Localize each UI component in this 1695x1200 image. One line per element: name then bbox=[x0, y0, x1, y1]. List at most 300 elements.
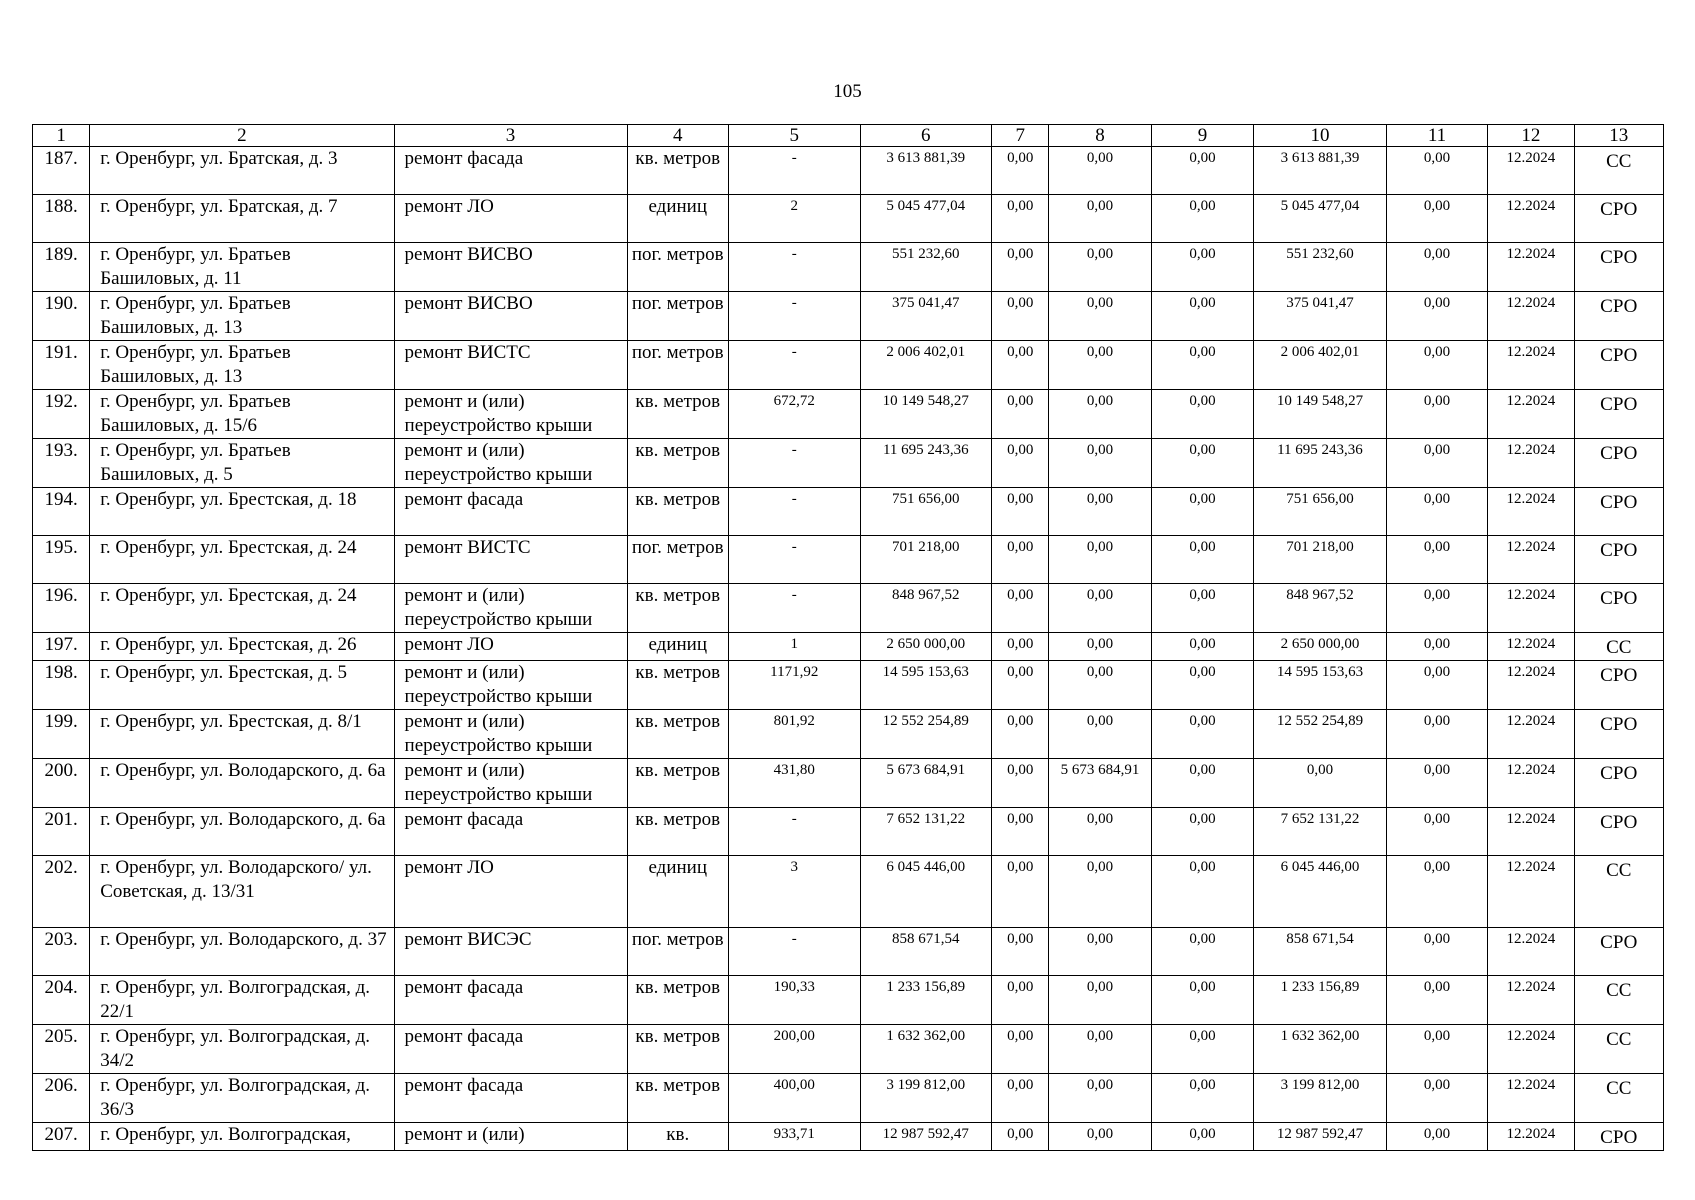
funding-source-cell: СС bbox=[1574, 976, 1663, 1025]
unit-cell: кв. метров bbox=[627, 147, 728, 195]
quantity-cell: 2 bbox=[728, 195, 860, 243]
column-11-cell: 0,00 bbox=[1386, 584, 1487, 633]
column-10-cell: 551 232,60 bbox=[1254, 243, 1387, 292]
column-number: 11 bbox=[1386, 125, 1487, 147]
column-11-cell: 0,00 bbox=[1386, 661, 1487, 710]
funding-source-cell: СРО bbox=[1574, 710, 1663, 759]
quantity-cell: - bbox=[728, 439, 860, 488]
total-cost-cell: 701 218,00 bbox=[860, 536, 992, 584]
column-7-cell: 0,00 bbox=[992, 710, 1049, 759]
column-10-cell: 10 149 548,27 bbox=[1254, 390, 1387, 439]
table-row bbox=[33, 710, 1664, 759]
funding-source-cell: СРО bbox=[1574, 759, 1663, 808]
address-cell: г. Оренбург, ул. Волгоградская, bbox=[90, 1123, 394, 1151]
date-cell: 12.2024 bbox=[1488, 710, 1574, 759]
column-11-cell: 0,00 bbox=[1386, 759, 1487, 808]
column-11-cell: 0,00 bbox=[1386, 488, 1487, 536]
funding-source-cell: СРО bbox=[1574, 928, 1663, 976]
column-10-cell: 12 552 254,89 bbox=[1254, 710, 1387, 759]
column-number: 4 bbox=[627, 125, 728, 147]
row-number-cell: 202. bbox=[33, 856, 90, 928]
total-cost-cell: 10 149 548,27 bbox=[860, 390, 992, 439]
column-9-cell: 0,00 bbox=[1151, 390, 1253, 439]
column-10-cell: 3 613 881,39 bbox=[1254, 147, 1387, 195]
address-cell: г. Оренбург, ул. Братьев Башиловых, д. 11 bbox=[90, 243, 394, 292]
row-number-cell: 200. bbox=[33, 759, 90, 808]
unit-cell: кв. метров bbox=[627, 1025, 728, 1074]
column-7-cell: 0,00 bbox=[992, 661, 1049, 710]
column-8-cell: 0,00 bbox=[1049, 976, 1151, 1025]
column-7-cell: 0,00 bbox=[992, 1123, 1049, 1151]
address-cell: г. Оренбург, ул. Братская, д. 3 bbox=[90, 147, 394, 195]
address-cell: г. Оренбург, ул. Володарского, д. 6а bbox=[90, 808, 394, 856]
column-11-cell: 0,00 bbox=[1386, 976, 1487, 1025]
column-9-cell: 0,00 bbox=[1151, 488, 1253, 536]
address-cell: г. Оренбург, ул. Братьев Башиловых, д. 13 bbox=[90, 292, 394, 341]
column-9-cell: 0,00 bbox=[1151, 808, 1253, 856]
page-number: 105 bbox=[833, 81, 862, 102]
funding-source-cell: СРО bbox=[1574, 584, 1663, 633]
date-cell: 12.2024 bbox=[1488, 976, 1574, 1025]
address-cell: г. Оренбург, ул. Володарского/ ул. Советская, д. 13/31 bbox=[90, 856, 394, 928]
column-7-cell: 0,00 bbox=[992, 341, 1049, 390]
column-10-cell: 858 671,54 bbox=[1254, 928, 1387, 976]
column-9-cell: 0,00 bbox=[1151, 292, 1253, 341]
unit-cell: кв. метров bbox=[627, 710, 728, 759]
column-9-cell: 0,00 bbox=[1151, 1123, 1253, 1151]
total-cost-cell: 5 045 477,04 bbox=[860, 195, 992, 243]
date-cell: 12.2024 bbox=[1488, 488, 1574, 536]
table-row bbox=[33, 195, 1664, 243]
row-number-cell: 201. bbox=[33, 808, 90, 856]
funding-source-cell: СС bbox=[1574, 1074, 1663, 1123]
column-10-cell: 751 656,00 bbox=[1254, 488, 1387, 536]
column-11-cell: 0,00 bbox=[1386, 195, 1487, 243]
total-cost-cell: 3 613 881,39 bbox=[860, 147, 992, 195]
column-8-cell: 0,00 bbox=[1049, 243, 1151, 292]
table-row bbox=[33, 292, 1664, 341]
column-8-cell: 0,00 bbox=[1049, 856, 1151, 928]
row-number-cell: 195. bbox=[33, 536, 90, 584]
column-10-cell: 2 650 000,00 bbox=[1254, 633, 1387, 661]
column-7-cell: 0,00 bbox=[992, 928, 1049, 976]
column-9-cell: 0,00 bbox=[1151, 243, 1253, 292]
unit-cell: кв. метров bbox=[627, 439, 728, 488]
work-type-cell: ремонт фасада bbox=[394, 1074, 627, 1123]
row-number-cell: 206. bbox=[33, 1074, 90, 1123]
date-cell: 12.2024 bbox=[1488, 584, 1574, 633]
address-cell: г. Оренбург, ул. Володарского, д. 6а bbox=[90, 759, 394, 808]
address-cell: г. Оренбург, ул. Брестская, д. 26 bbox=[90, 633, 394, 661]
table-row bbox=[33, 633, 1664, 661]
quantity-cell: 1 bbox=[728, 633, 860, 661]
date-cell: 12.2024 bbox=[1488, 341, 1574, 390]
address-cell: г. Оренбург, ул. Братская, д. 7 bbox=[90, 195, 394, 243]
quantity-cell: 431,80 bbox=[728, 759, 860, 808]
work-type-cell: ремонт и (или) переустройство крыши bbox=[394, 390, 627, 439]
row-number-cell: 203. bbox=[33, 928, 90, 976]
column-7-cell: 0,00 bbox=[992, 147, 1049, 195]
table-row bbox=[33, 390, 1664, 439]
column-8-cell: 0,00 bbox=[1049, 928, 1151, 976]
row-number-cell: 197. bbox=[33, 633, 90, 661]
date-cell: 12.2024 bbox=[1488, 292, 1574, 341]
column-number: 10 bbox=[1254, 125, 1387, 147]
funding-source-cell: СРО bbox=[1574, 195, 1663, 243]
quantity-cell: - bbox=[728, 928, 860, 976]
column-8-cell: 0,00 bbox=[1049, 390, 1151, 439]
address-cell: г. Оренбург, ул. Брестская, д. 24 bbox=[90, 536, 394, 584]
column-10-cell: 6 045 446,00 bbox=[1254, 856, 1387, 928]
unit-cell: единиц bbox=[627, 856, 728, 928]
column-number: 12 bbox=[1488, 125, 1574, 147]
column-10-cell: 11 695 243,36 bbox=[1254, 439, 1387, 488]
address-cell: г. Оренбург, ул. Брестская, д. 5 bbox=[90, 661, 394, 710]
column-9-cell: 0,00 bbox=[1151, 928, 1253, 976]
column-7-cell: 0,00 bbox=[992, 584, 1049, 633]
total-cost-cell: 2 006 402,01 bbox=[860, 341, 992, 390]
quantity-cell: - bbox=[728, 488, 860, 536]
total-cost-cell: 2 650 000,00 bbox=[860, 633, 992, 661]
date-cell: 12.2024 bbox=[1488, 808, 1574, 856]
funding-source-cell: СРО bbox=[1574, 439, 1663, 488]
column-10-cell: 848 967,52 bbox=[1254, 584, 1387, 633]
table-row bbox=[33, 536, 1664, 584]
quantity-cell: - bbox=[728, 584, 860, 633]
row-number-cell: 187. bbox=[33, 147, 90, 195]
unit-cell: пог. метров bbox=[627, 341, 728, 390]
column-10-cell: 5 045 477,04 bbox=[1254, 195, 1387, 243]
row-number-cell: 204. bbox=[33, 976, 90, 1025]
work-type-cell: ремонт фасада bbox=[394, 488, 627, 536]
column-8-cell: 0,00 bbox=[1049, 661, 1151, 710]
column-8-cell: 0,00 bbox=[1049, 341, 1151, 390]
total-cost-cell: 375 041,47 bbox=[860, 292, 992, 341]
column-10-cell: 0,00 bbox=[1254, 759, 1387, 808]
column-11-cell: 0,00 bbox=[1386, 1074, 1487, 1123]
total-cost-cell: 848 967,52 bbox=[860, 584, 992, 633]
funding-source-cell: СРО bbox=[1574, 292, 1663, 341]
quantity-cell: 3 bbox=[728, 856, 860, 928]
column-8-cell: 0,00 bbox=[1049, 584, 1151, 633]
total-cost-cell: 6 045 446,00 bbox=[860, 856, 992, 928]
column-10-cell: 12 987 592,47 bbox=[1254, 1123, 1387, 1151]
table-row bbox=[33, 1123, 1664, 1151]
column-number: 6 bbox=[860, 125, 992, 147]
funding-source-cell: СРО bbox=[1574, 243, 1663, 292]
work-type-cell: ремонт фасада bbox=[394, 1025, 627, 1074]
table-row bbox=[33, 808, 1664, 856]
quantity-cell: - bbox=[728, 808, 860, 856]
column-8-cell: 0,00 bbox=[1049, 1074, 1151, 1123]
address-cell: г. Оренбург, ул. Володарского, д. 37 bbox=[90, 928, 394, 976]
column-number: 9 bbox=[1151, 125, 1253, 147]
address-cell: г. Оренбург, ул. Волгоградская, д. 36/3 bbox=[90, 1074, 394, 1123]
work-type-cell: ремонт ЛО bbox=[394, 195, 627, 243]
column-8-cell: 0,00 bbox=[1049, 1123, 1151, 1151]
work-type-cell: ремонт ЛО bbox=[394, 856, 627, 928]
total-cost-cell: 11 695 243,36 bbox=[860, 439, 992, 488]
unit-cell: пог. метров bbox=[627, 536, 728, 584]
column-7-cell: 0,00 bbox=[992, 1025, 1049, 1074]
column-9-cell: 0,00 bbox=[1151, 661, 1253, 710]
column-7-cell: 0,00 bbox=[992, 808, 1049, 856]
quantity-cell: 672,72 bbox=[728, 390, 860, 439]
date-cell: 12.2024 bbox=[1488, 759, 1574, 808]
address-cell: г. Оренбург, ул. Волгоградская, д. 22/1 bbox=[90, 976, 394, 1025]
total-cost-cell: 1 632 362,00 bbox=[860, 1025, 992, 1074]
column-11-cell: 0,00 bbox=[1386, 928, 1487, 976]
column-8-cell: 0,00 bbox=[1049, 808, 1151, 856]
total-cost-cell: 1 233 156,89 bbox=[860, 976, 992, 1025]
table-row bbox=[33, 1025, 1664, 1074]
quantity-cell: - bbox=[728, 147, 860, 195]
unit-cell: кв. метров bbox=[627, 488, 728, 536]
column-10-cell: 14 595 153,63 bbox=[1254, 661, 1387, 710]
work-type-cell: ремонт и (или) переустройство крыши bbox=[394, 439, 627, 488]
work-type-cell: ремонт фасада bbox=[394, 976, 627, 1025]
funding-source-cell: СС bbox=[1574, 633, 1663, 661]
column-8-cell: 0,00 bbox=[1049, 147, 1151, 195]
funding-source-cell: СРО bbox=[1574, 1123, 1663, 1151]
address-cell: г. Оренбург, ул. Брестская, д. 8/1 bbox=[90, 710, 394, 759]
work-type-cell: ремонт ВИСТС bbox=[394, 341, 627, 390]
address-cell: г. Оренбург, ул. Братьев Башиловых, д. 13 bbox=[90, 341, 394, 390]
row-number-cell: 196. bbox=[33, 584, 90, 633]
total-cost-cell: 12 987 592,47 bbox=[860, 1123, 992, 1151]
row-number-cell: 191. bbox=[33, 341, 90, 390]
table-row bbox=[33, 584, 1664, 633]
column-8-cell: 0,00 bbox=[1049, 439, 1151, 488]
column-7-cell: 0,00 bbox=[992, 976, 1049, 1025]
column-9-cell: 0,00 bbox=[1151, 710, 1253, 759]
column-7-cell: 0,00 bbox=[992, 195, 1049, 243]
column-number: 5 bbox=[728, 125, 860, 147]
unit-cell: пог. метров bbox=[627, 292, 728, 341]
column-9-cell: 0,00 bbox=[1151, 759, 1253, 808]
column-11-cell: 0,00 bbox=[1386, 808, 1487, 856]
table-row bbox=[33, 856, 1664, 928]
column-7-cell: 0,00 bbox=[992, 536, 1049, 584]
date-cell: 12.2024 bbox=[1488, 536, 1574, 584]
row-number-cell: 205. bbox=[33, 1025, 90, 1074]
unit-cell: кв. метров bbox=[627, 1074, 728, 1123]
total-cost-cell: 12 552 254,89 bbox=[860, 710, 992, 759]
address-cell: г. Оренбург, ул. Братьев Башиловых, д. 5 bbox=[90, 439, 394, 488]
column-7-cell: 0,00 bbox=[992, 243, 1049, 292]
funding-source-cell: СС bbox=[1574, 147, 1663, 195]
table-row bbox=[33, 976, 1664, 1025]
quantity-cell: 1171,92 bbox=[728, 661, 860, 710]
quantity-cell: 190,33 bbox=[728, 976, 860, 1025]
row-number-cell: 193. bbox=[33, 439, 90, 488]
unit-cell: кв. метров bbox=[627, 808, 728, 856]
quantity-cell: - bbox=[728, 292, 860, 341]
column-7-cell: 0,00 bbox=[992, 292, 1049, 341]
column-11-cell: 0,00 bbox=[1386, 439, 1487, 488]
row-number-cell: 194. bbox=[33, 488, 90, 536]
work-type-cell: ремонт и (или) переустройство крыши bbox=[394, 584, 627, 633]
address-cell: г. Оренбург, ул. Волгоградская, д. 34/2 bbox=[90, 1025, 394, 1074]
column-8-cell: 0,00 bbox=[1049, 1025, 1151, 1074]
funding-source-cell: СС bbox=[1574, 856, 1663, 928]
column-number: 13 bbox=[1574, 125, 1663, 147]
row-number-cell: 188. bbox=[33, 195, 90, 243]
column-9-cell: 0,00 bbox=[1151, 195, 1253, 243]
work-type-cell: ремонт и (или) bbox=[394, 1123, 627, 1151]
funding-source-cell: СРО bbox=[1574, 661, 1663, 710]
table-row bbox=[33, 1074, 1664, 1123]
work-type-cell: ремонт фасада bbox=[394, 147, 627, 195]
column-7-cell: 0,00 bbox=[992, 488, 1049, 536]
work-type-cell: ремонт ВИСВО bbox=[394, 243, 627, 292]
funding-source-cell: СРО bbox=[1574, 808, 1663, 856]
column-11-cell: 0,00 bbox=[1386, 147, 1487, 195]
column-9-cell: 0,00 bbox=[1151, 1074, 1253, 1123]
unit-cell: единиц bbox=[627, 195, 728, 243]
table-row bbox=[33, 928, 1664, 976]
column-11-cell: 0,00 bbox=[1386, 710, 1487, 759]
column-8-cell: 0,00 bbox=[1049, 292, 1151, 341]
date-cell: 12.2024 bbox=[1488, 1025, 1574, 1074]
column-9-cell: 0,00 bbox=[1151, 856, 1253, 928]
column-10-cell: 375 041,47 bbox=[1254, 292, 1387, 341]
row-number-cell: 190. bbox=[33, 292, 90, 341]
column-9-cell: 0,00 bbox=[1151, 1025, 1253, 1074]
column-number: 3 bbox=[394, 125, 627, 147]
quantity-cell: 933,71 bbox=[728, 1123, 860, 1151]
quantity-cell: 801,92 bbox=[728, 710, 860, 759]
unit-cell: кв. метров bbox=[627, 661, 728, 710]
address-cell: г. Оренбург, ул. Брестская, д. 18 bbox=[90, 488, 394, 536]
row-number-cell: 199. bbox=[33, 710, 90, 759]
column-8-cell: 0,00 bbox=[1049, 195, 1151, 243]
column-10-cell: 2 006 402,01 bbox=[1254, 341, 1387, 390]
column-10-cell: 1 632 362,00 bbox=[1254, 1025, 1387, 1074]
row-number-cell: 189. bbox=[33, 243, 90, 292]
column-7-cell: 0,00 bbox=[992, 633, 1049, 661]
work-type-cell: ремонт и (или) переустройство крыши bbox=[394, 710, 627, 759]
table-row bbox=[33, 661, 1664, 710]
column-7-cell: 0,00 bbox=[992, 759, 1049, 808]
table-row bbox=[33, 759, 1664, 808]
column-number: 2 bbox=[90, 125, 394, 147]
work-type-cell: ремонт ВИСЭС bbox=[394, 928, 627, 976]
column-8-cell: 0,00 bbox=[1049, 633, 1151, 661]
total-cost-cell: 751 656,00 bbox=[860, 488, 992, 536]
funding-source-cell: СРО bbox=[1574, 341, 1663, 390]
column-10-cell: 1 233 156,89 bbox=[1254, 976, 1387, 1025]
unit-cell: единиц bbox=[627, 633, 728, 661]
work-type-cell: ремонт и (или) переустройство крыши bbox=[394, 661, 627, 710]
column-10-cell: 3 199 812,00 bbox=[1254, 1074, 1387, 1123]
unit-cell: кв. метров bbox=[627, 976, 728, 1025]
unit-cell: пог. метров bbox=[627, 928, 728, 976]
column-9-cell: 0,00 bbox=[1151, 147, 1253, 195]
column-number: 7 bbox=[992, 125, 1049, 147]
quantity-cell: 200,00 bbox=[728, 1025, 860, 1074]
work-type-cell: ремонт фасада bbox=[394, 808, 627, 856]
total-cost-cell: 858 671,54 bbox=[860, 928, 992, 976]
column-11-cell: 0,00 bbox=[1386, 633, 1487, 661]
table-row bbox=[33, 341, 1664, 390]
column-11-cell: 0,00 bbox=[1386, 243, 1487, 292]
table-row bbox=[33, 147, 1664, 195]
funding-source-cell: СРО bbox=[1574, 390, 1663, 439]
quantity-cell: - bbox=[728, 243, 860, 292]
total-cost-cell: 551 232,60 bbox=[860, 243, 992, 292]
date-cell: 12.2024 bbox=[1488, 633, 1574, 661]
date-cell: 12.2024 bbox=[1488, 147, 1574, 195]
date-cell: 12.2024 bbox=[1488, 195, 1574, 243]
column-11-cell: 0,00 bbox=[1386, 390, 1487, 439]
funding-source-cell: СРО bbox=[1574, 488, 1663, 536]
quantity-cell: 400,00 bbox=[728, 1074, 860, 1123]
quantity-cell: - bbox=[728, 536, 860, 584]
table-row bbox=[33, 439, 1664, 488]
column-11-cell: 0,00 bbox=[1386, 536, 1487, 584]
column-number: 1 bbox=[33, 125, 90, 147]
total-cost-cell: 7 652 131,22 bbox=[860, 808, 992, 856]
column-11-cell: 0,00 bbox=[1386, 856, 1487, 928]
column-8-cell: 0,00 bbox=[1049, 710, 1151, 759]
column-8-cell: 0,00 bbox=[1049, 536, 1151, 584]
total-cost-cell: 5 673 684,91 bbox=[860, 759, 992, 808]
column-7-cell: 0,00 bbox=[992, 390, 1049, 439]
column-10-cell: 7 652 131,22 bbox=[1254, 808, 1387, 856]
date-cell: 12.2024 bbox=[1488, 928, 1574, 976]
work-type-cell: ремонт ВИСТС bbox=[394, 536, 627, 584]
repair-register-table bbox=[32, 124, 1664, 1151]
row-number-cell: 198. bbox=[33, 661, 90, 710]
date-cell: 12.2024 bbox=[1488, 1074, 1574, 1123]
column-9-cell: 0,00 bbox=[1151, 439, 1253, 488]
column-11-cell: 0,00 bbox=[1386, 1123, 1487, 1151]
column-9-cell: 0,00 bbox=[1151, 341, 1253, 390]
date-cell: 12.2024 bbox=[1488, 661, 1574, 710]
unit-cell: кв. bbox=[627, 1123, 728, 1151]
column-9-cell: 0,00 bbox=[1151, 633, 1253, 661]
unit-cell: кв. метров bbox=[627, 584, 728, 633]
column-9-cell: 0,00 bbox=[1151, 584, 1253, 633]
date-cell: 12.2024 bbox=[1488, 1123, 1574, 1151]
column-numbers-row bbox=[33, 125, 1664, 147]
column-11-cell: 0,00 bbox=[1386, 292, 1487, 341]
quantity-cell: - bbox=[728, 341, 860, 390]
column-9-cell: 0,00 bbox=[1151, 536, 1253, 584]
column-8-cell: 0,00 bbox=[1049, 488, 1151, 536]
column-number: 8 bbox=[1049, 125, 1151, 147]
date-cell: 12.2024 bbox=[1488, 439, 1574, 488]
unit-cell: пог. метров bbox=[627, 243, 728, 292]
address-cell: г. Оренбург, ул. Братьев Башиловых, д. 15/6 bbox=[90, 390, 394, 439]
table-row bbox=[33, 488, 1664, 536]
column-7-cell: 0,00 bbox=[992, 856, 1049, 928]
column-10-cell: 701 218,00 bbox=[1254, 536, 1387, 584]
funding-source-cell: СРО bbox=[1574, 536, 1663, 584]
column-11-cell: 0,00 bbox=[1386, 1025, 1487, 1074]
column-9-cell: 0,00 bbox=[1151, 976, 1253, 1025]
address-cell: г. Оренбург, ул. Брестская, д. 24 bbox=[90, 584, 394, 633]
column-11-cell: 0,00 bbox=[1386, 341, 1487, 390]
column-8-cell: 5 673 684,91 bbox=[1049, 759, 1151, 808]
work-type-cell: ремонт ВИСВО bbox=[394, 292, 627, 341]
total-cost-cell: 3 199 812,00 bbox=[860, 1074, 992, 1123]
unit-cell: кв. метров bbox=[627, 759, 728, 808]
unit-cell: кв. метров bbox=[627, 390, 728, 439]
row-number-cell: 207. bbox=[33, 1123, 90, 1151]
work-type-cell: ремонт ЛО bbox=[394, 633, 627, 661]
